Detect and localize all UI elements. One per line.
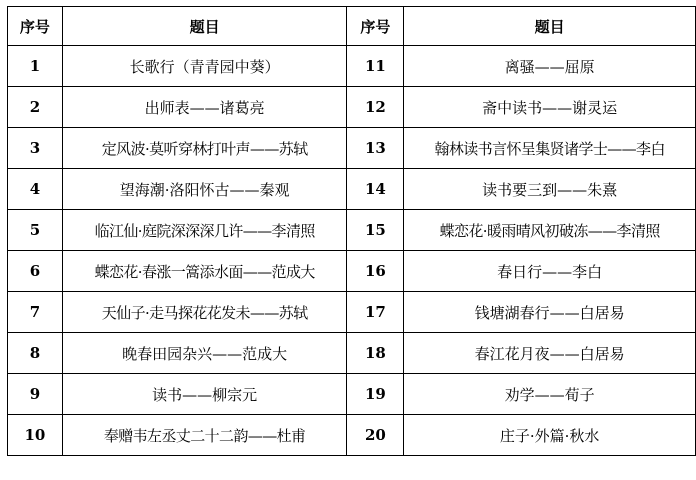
row-number-left: 7 — [8, 292, 63, 333]
header-title-left: 题目 — [62, 7, 347, 46]
poem-title-right: 蝶恋花·暖雨晴风初破冻——李清照 — [404, 210, 696, 251]
row-number-left: 5 — [8, 210, 63, 251]
row-number-left: 10 — [8, 415, 63, 456]
row-number-left: 1 — [8, 46, 63, 87]
poem-title-right: 春江花月夜——白居易 — [404, 333, 696, 374]
table-row — [8, 87, 696, 128]
row-number-right: 18 — [347, 333, 404, 374]
header-number-left: 序号 — [8, 7, 63, 46]
header-title-right: 题目 — [404, 7, 696, 46]
row-number-left: 9 — [8, 374, 63, 415]
row-number-left: 8 — [8, 333, 63, 374]
row-number-left: 6 — [8, 251, 63, 292]
row-number-right: 20 — [347, 415, 404, 456]
poem-title-right: 庄子·外篇·秋水 — [404, 415, 696, 456]
poem-title-left: 读书——柳宗元 — [62, 374, 347, 415]
poem-title-right: 翰林读书言怀呈集贤诸学士——李白 — [404, 128, 696, 169]
row-number-right: 13 — [347, 128, 404, 169]
row-number-right: 14 — [347, 169, 404, 210]
table-row — [8, 169, 696, 210]
table-row — [8, 46, 696, 87]
poem-title-left: 蝶恋花·春涨一篙添水面——范成大 — [62, 251, 347, 292]
row-number-left: 3 — [8, 128, 63, 169]
poem-title-left: 奉赠韦左丞丈二十二韵——杜甫 — [62, 415, 347, 456]
row-number-right: 11 — [347, 46, 404, 87]
row-number-left: 4 — [8, 169, 63, 210]
poem-title-left: 出师表——诸葛亮 — [62, 87, 347, 128]
row-number-right: 17 — [347, 292, 404, 333]
table-row — [8, 210, 696, 251]
poem-title-left: 定风波·莫听穿林打叶声——苏轼 — [62, 128, 347, 169]
row-number-right: 16 — [347, 251, 404, 292]
poem-title-left: 长歌行（青青园中葵） — [62, 46, 347, 87]
table-row — [8, 251, 696, 292]
poem-title-right: 斋中读书——谢灵运 — [404, 87, 696, 128]
poem-title-left: 晚春田园杂兴——范成大 — [62, 333, 347, 374]
row-number-right: 15 — [347, 210, 404, 251]
poem-title-left: 天仙子·走马探花花发未——苏轼 — [62, 292, 347, 333]
row-number-left: 2 — [8, 87, 63, 128]
poem-title-right: 钱塘湖春行——白居易 — [404, 292, 696, 333]
poem-title-left: 临江仙·庭院深深深几许——李清照 — [62, 210, 347, 251]
table-row — [8, 128, 696, 169]
poem-title-right: 离骚——屈原 — [404, 46, 696, 87]
poem-title-right: 春日行——李白 — [404, 251, 696, 292]
table-row — [8, 374, 696, 415]
table-row — [8, 292, 696, 333]
poem-title-left: 望海潮·洛阳怀古——秦观 — [62, 169, 347, 210]
table-row — [8, 333, 696, 374]
poem-title-right: 劝学——荀子 — [404, 374, 696, 415]
header-number-right: 序号 — [347, 7, 404, 46]
row-number-right: 12 — [347, 87, 404, 128]
poem-list-table — [7, 6, 696, 456]
poem-title-right: 读书要三到——朱熹 — [404, 169, 696, 210]
row-number-right: 19 — [347, 374, 404, 415]
header-row — [8, 7, 696, 46]
table-row — [8, 415, 696, 456]
